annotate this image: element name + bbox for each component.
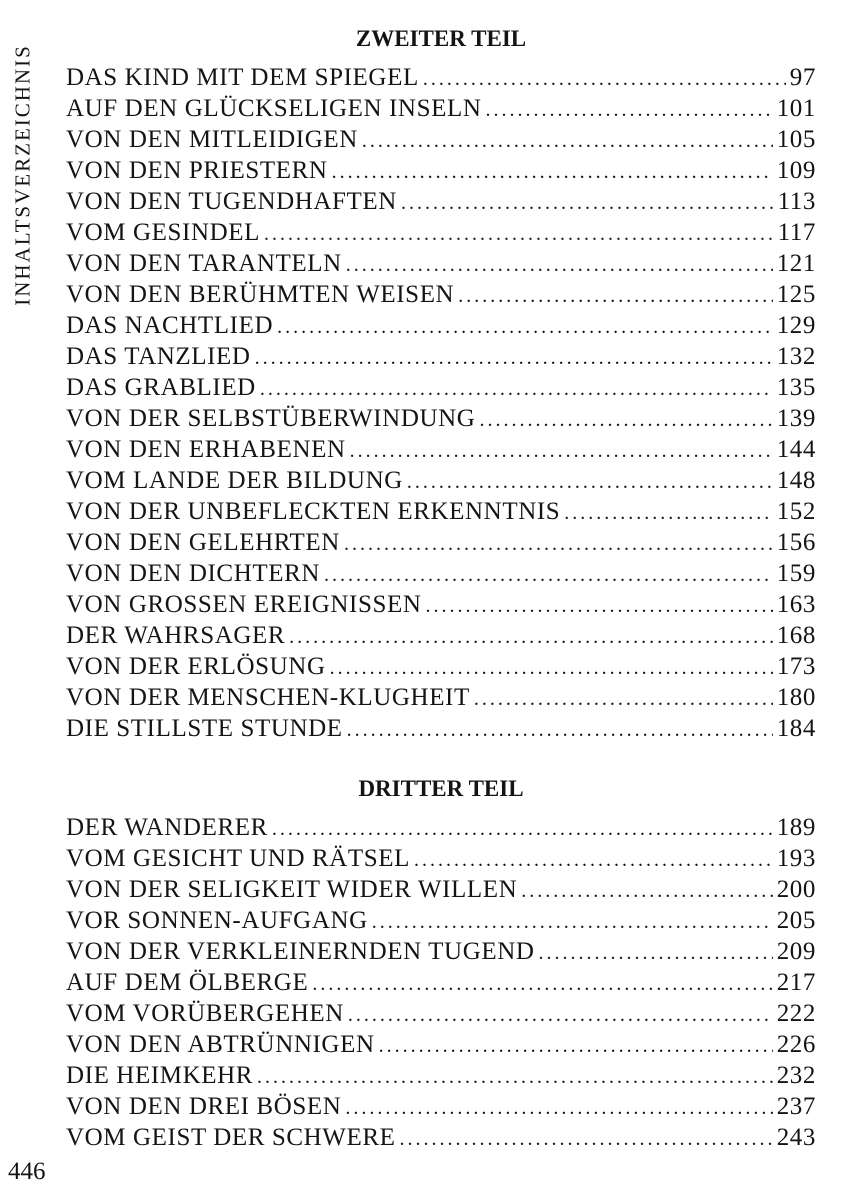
toc-entry <box>66 248 816 279</box>
dot-leader <box>564 498 772 529</box>
toc-entry-page: 232 <box>776 1062 816 1089</box>
running-header: INHALTSVERZEICHNIS <box>10 44 35 306</box>
toc-entry-title: VON DEN DICHTERN <box>66 560 321 587</box>
toc-entry-page: 156 <box>776 529 816 556</box>
dot-leader <box>485 95 772 126</box>
toc-entry-page: 173 <box>776 653 816 680</box>
dot-leader <box>350 436 773 467</box>
toc-entry-title: DER WAHRSAGER <box>66 622 286 649</box>
toc-entry-title: VON DEN DREI BÖSEN <box>66 1093 342 1120</box>
toc-entry <box>66 124 816 155</box>
dot-leader <box>474 684 773 715</box>
dot-leader <box>539 938 773 969</box>
toc-entry-page: 184 <box>776 715 816 742</box>
toc-entry <box>66 496 816 527</box>
toc-entry <box>66 155 816 186</box>
toc-entry-page: 113 <box>777 188 816 215</box>
toc-entry-page: 109 <box>776 157 816 184</box>
toc-entry-page: 237 <box>776 1093 816 1120</box>
toc-entry-title: VOM GESINDEL <box>66 219 260 246</box>
toc-entry <box>66 62 816 93</box>
dot-leader <box>423 64 786 95</box>
toc-list <box>66 812 816 1153</box>
toc-entry-page: 205 <box>776 907 816 934</box>
toc-entry-title: VON DEN TARANTELN <box>66 250 342 277</box>
toc-entry <box>66 874 816 905</box>
dot-leader <box>277 312 773 343</box>
toc-entry-title: AUF DEN GLÜCKSELIGEN INSELN <box>66 95 482 122</box>
toc-entry <box>66 434 816 465</box>
toc-entry <box>66 998 816 1029</box>
toc-entry-title: DAS GRABLIED <box>66 374 256 401</box>
toc-entry <box>66 843 816 874</box>
dot-leader <box>426 591 773 622</box>
toc-entry-title: VON DEN GELEHRTEN <box>66 529 340 556</box>
toc-entry-title: VOR SONNEN-AUFGANG <box>66 907 368 934</box>
toc-entry <box>66 936 816 967</box>
dot-leader <box>407 467 773 498</box>
toc-entry-page: 139 <box>776 405 816 432</box>
toc-entry-page: 222 <box>776 1000 816 1027</box>
toc-entry-title: VOM GEIST DER SCHWERE <box>66 1124 396 1151</box>
toc-entry <box>66 217 816 248</box>
toc-entry-title: DER WANDERER <box>66 814 268 841</box>
toc-entry-page: 189 <box>776 814 816 841</box>
toc-entry-title: AUF DEM ÖLBERGE <box>66 969 309 996</box>
dot-leader <box>362 126 773 157</box>
toc-entry-title: VOM VORÜBERGEHEN <box>66 1000 344 1027</box>
toc-entry-page: 152 <box>776 498 816 525</box>
toc-list <box>66 62 816 744</box>
toc-entry <box>66 620 816 651</box>
toc-entry <box>66 651 816 682</box>
dot-leader <box>401 188 774 219</box>
toc-entry <box>66 341 816 372</box>
toc-entry-title: DAS TANZLIED <box>66 343 251 370</box>
toc-entry <box>66 310 816 341</box>
dot-leader <box>458 281 772 312</box>
toc-entry-page: 121 <box>776 250 816 277</box>
toc-entry-title: VON DER UNBEFLECKTEN ERKENNTNIS <box>66 498 561 525</box>
toc-entry <box>66 1091 816 1122</box>
dot-leader <box>348 1000 773 1031</box>
toc-entry-title: VON DEN ERHABENEN <box>66 436 346 463</box>
toc-entry-title: VOM GESICHT UND RÄTSEL <box>66 845 410 872</box>
toc-entry-title: VON DER ERLÖSUNG <box>66 653 326 680</box>
toc-entry <box>66 465 816 496</box>
dot-leader <box>479 405 772 436</box>
toc-entry <box>66 905 816 936</box>
toc-entry-page: 144 <box>776 436 816 463</box>
toc-entry-page: 105 <box>776 126 816 153</box>
toc-entry-title: VON DEN BERÜHMTEN WEISEN <box>66 281 455 308</box>
toc-entry <box>66 1060 816 1091</box>
dot-leader <box>344 529 773 560</box>
toc-entry-title: VON DEN TUGENDHAFTEN <box>66 188 397 215</box>
toc-entry-page: 217 <box>776 969 816 996</box>
section-title: DRITTER TEIL <box>358 776 524 801</box>
toc-entry-page: 148 <box>776 467 816 494</box>
dot-leader <box>345 1093 772 1124</box>
section-title: ZWEITER TEIL <box>355 26 527 51</box>
dot-leader <box>264 219 774 250</box>
dot-leader <box>347 715 773 746</box>
toc-entry-page: 129 <box>776 312 816 339</box>
dot-leader <box>332 157 773 188</box>
toc-entry-title: DIE HEIMKEHR <box>66 1062 254 1089</box>
dot-leader <box>260 374 773 405</box>
toc-entry-title: VOM LANDE DER BILDUNG <box>66 467 403 494</box>
toc-entry <box>66 1122 816 1153</box>
toc-entry-page: 159 <box>776 560 816 587</box>
toc-entry <box>66 589 816 620</box>
toc-entry-page: 135 <box>776 374 816 401</box>
toc-entry <box>66 186 816 217</box>
dot-leader <box>330 653 773 684</box>
toc-entry-page: 243 <box>776 1124 816 1151</box>
toc-entry <box>66 967 816 998</box>
toc-entry <box>66 1029 816 1060</box>
dot-leader <box>521 876 772 907</box>
toc-entry <box>66 279 816 310</box>
toc-entry <box>66 713 816 744</box>
toc-entry-title: VON DER SELIGKEIT WIDER WILLEN <box>66 876 518 903</box>
dot-leader <box>414 845 773 876</box>
dot-leader <box>379 1031 773 1062</box>
toc-entry-title: VON DEN ABTRÜNNIGEN <box>66 1031 375 1058</box>
dot-leader <box>400 1124 773 1155</box>
toc-entry-title: VON DER MENSCHEN-KLUGHEIT <box>66 684 470 711</box>
dot-leader <box>257 1062 773 1093</box>
toc-entry-page: 125 <box>776 281 816 308</box>
toc-entry-page: 226 <box>776 1031 816 1058</box>
dot-leader <box>289 622 773 653</box>
toc-entry-page: 101 <box>776 95 816 122</box>
dot-leader <box>255 343 773 374</box>
toc-entry-title: DAS KIND MIT DEM SPIEGEL <box>66 64 419 91</box>
toc-entry-page: 193 <box>776 845 816 872</box>
toc-entry <box>66 527 816 558</box>
toc-entry-title: VON DER VERKLEINERNDEN TUGEND <box>66 938 535 965</box>
toc-entry-title: VON DER SELBSTÜBERWINDUNG <box>66 405 476 432</box>
toc-entry-title: VON GROSSEN EREIGNISSEN <box>66 591 422 618</box>
dot-leader <box>372 907 773 938</box>
dot-leader <box>324 560 773 591</box>
dot-leader <box>346 250 773 281</box>
toc-entry-page: 163 <box>776 591 816 618</box>
toc-entry <box>66 93 816 124</box>
toc-entry-page: 209 <box>776 938 816 965</box>
toc-entry-title: DIE STILLSTE STUNDE <box>66 715 343 742</box>
toc-entry-page: 180 <box>776 684 816 711</box>
dot-leader <box>312 969 772 1000</box>
toc-entry-title: VON DEN MITLEIDIGEN <box>66 126 358 153</box>
dot-leader <box>272 814 773 845</box>
page-number: 446 <box>8 1158 46 1185</box>
table-of-contents <box>66 22 816 1153</box>
toc-entry-title: VON DEN PRIESTERN <box>66 157 328 184</box>
toc-entry-page: 97 <box>789 64 816 91</box>
toc-entry-title: DAS NACHTLIED <box>66 312 274 339</box>
toc-entry <box>66 682 816 713</box>
toc-entry <box>66 372 816 403</box>
toc-entry-page: 200 <box>776 876 816 903</box>
toc-entry-page: 168 <box>776 622 816 649</box>
toc-entry <box>66 558 816 589</box>
toc-entry <box>66 812 816 843</box>
toc-entry <box>66 403 816 434</box>
toc-entry-page: 117 <box>777 219 816 246</box>
toc-entry-page: 132 <box>776 343 816 370</box>
